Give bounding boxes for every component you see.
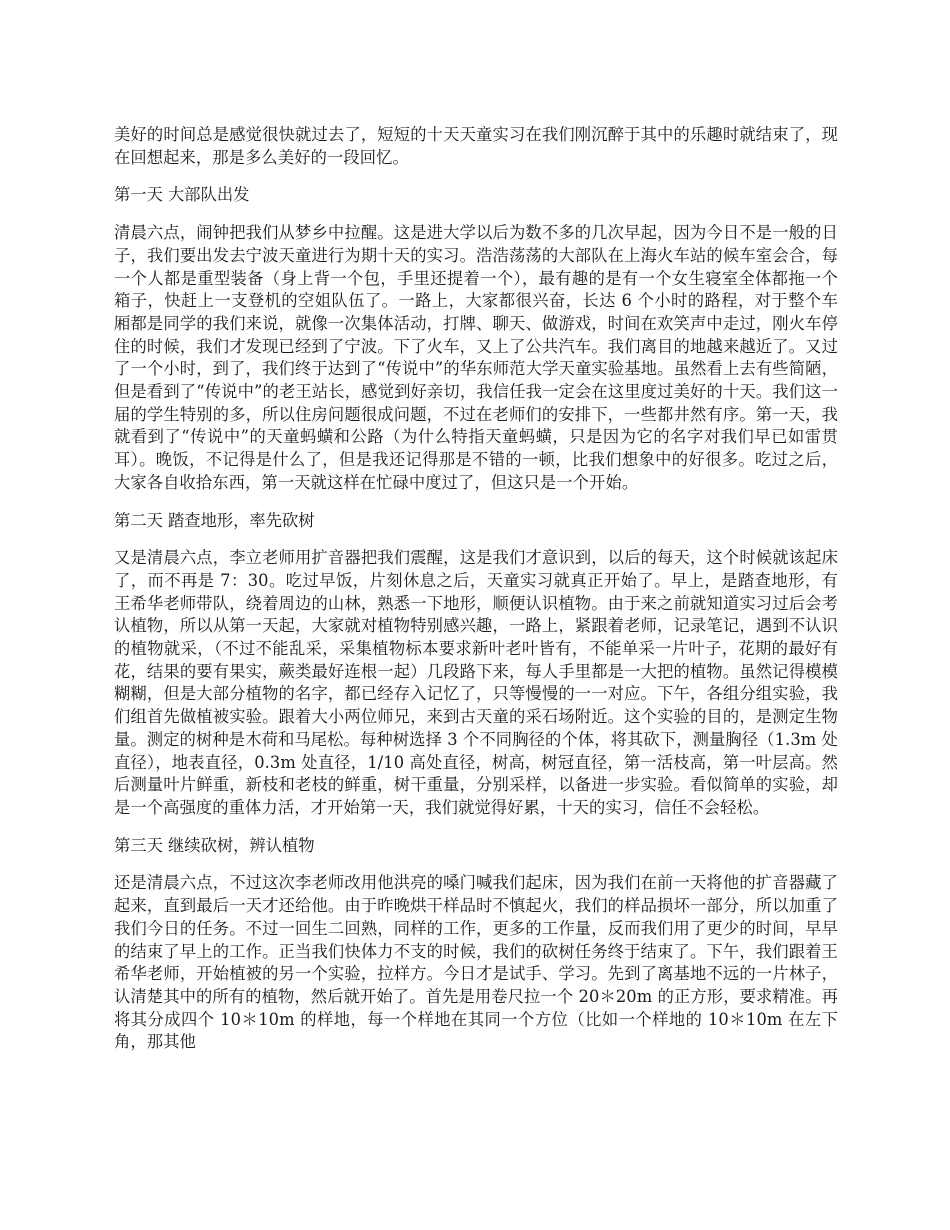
day2-paragraph: 又是清晨六点，李立老师用扩音器把我们震醒，这是我们才意识到，以后的每天，这个时候就该起床了，而不再是 7：30。吃过早饭，片刻休息之后，天童实习就真正开始了。早上，是踏查地形，有王希华老师带队，绕着周边的山林，熟悉一下地形，顺便认识植物。由于来之前就知道实习过后会考认植物，所以从第一天起，大家就对植物特别感兴趣，一路上，紧跟着老师，记录笔记，遇到不认识的植物就采，（不过不能乱采，采集植物标本要求新叶老叶皆有，不能单采一片叶子，花期的最好有花，结果的要有果实，蕨类最好连根一起）几段路下来，每人手里都是一大把的植物。虽然记得模模糊糊，但是大部分植物的名字，都已经存入记忆了，只等慢慢的一一对应。下午，各组分组实验，我们组首先做植被实验。跟着大小两位师兄，来到古天童的采石场附近。这个实验的目的，是测定生物量。测定的树种是木荷和马尾松。每种树选择 3 个不同胸径的个体，将其砍下，测量胸径（1.3m 处直径），地表直径，0.3m 处直径，1/10 高处直径，树高，树冠直径，第一活枝高，第一叶层高。然后测量叶片鲜重，新枝和老枝的鲜重，树干重量，分别采样，以备进一步实验。看似简单的实验，却是一个高强度的重体力活，才开始第一天，我们就觉得好累，十天的实习，信任不会轻松。: [114, 548, 838, 817]
day2-heading: 第二天 踏查地形，率先砍树: [114, 510, 315, 530]
day3-paragraph: 还是清晨六点，不过这次李老师改用他洪亮的嗓门喊我们起床，因为我们在前一天将他的扩音器藏了起来，直到最后一天才还给他。由于昨晚烘干样品时不慎起火，我们的样品损坏一部分，所以加重了我们今日的任务。不过一回生二回熟，同样的工作，更多的工作量，反而我们用了更少的时间，早早的结束了早上的工作。正当我们快体力不支的时候，我们的砍树任务终于结束了。下午，我们跟着王希华老师，开始植被的另一个实验，拉样方。今日才是试手、学习。先到了离基地不远的一片林子，认清楚其中的所有的植物，然后就开始了。首先是用卷尺拉一个 20＊20m 的正方形，要求精准。再将其分成四个 10＊10m 的样地，每一个样地在其同一个方位（比如一个样地的 10＊10m 在左下角，那其他: [114, 873, 838, 1052]
intro-paragraph: 美好的时间总是感觉很快就过去了，短短的十天天童实习在我们刚沉醉于其中的乐趣时就结束了，现在回想起来，那是多么美好的一段回忆。: [114, 125, 838, 167]
document-page: [114, 124, 838, 1069]
day3-heading: 第三天 继续砍树，辨认植物: [114, 835, 315, 855]
day1-paragraph: 清晨六点，闹钟把我们从梦乡中拉醒。这是进大学以后为数不多的几次早起，因为今日不是一般的日子，我们要出发去宁波天童进行为期十天的实习。浩浩荡荡的大部队在上海火车站的候车室会合，每一个人都是重型装备（身上背一个包，手里还提着一个），最有趣的是有一个女生寝室全体都拖一个箱子，快赶上一支登机的空姐队伍了。一路上，大家都很兴奋，长达 6 个小时的路程，对于整个车厢都是同学的我们来说，就像一次集体活动，打牌、聊天、做游戏，时间在欢笑声中走过，刚火车停住的时候，我们才发现已经到了宁波。下了火车，又上了公共汽车。我们离目的地越来越近了。又过了一个小时，到了，我们终于达到了“传说中”的华东师范大学天童实验基地。虽然看上去有些简陋，但是看到了“传说中”的老王站长，感觉到好亲切，我信任我一定会在这里度过美好的十天。我们这一届的学生特别的多，所以住房问题很成问题，不过在老师们的安排下，一些都井然有序。第一天，我就看到了“传说中”的天童蚂蟥和公路（为什么特指天童蚂蟥，只是因为它的名字对我们早已如雷贯耳）。晚饭，不记得是什么了，但是我还记得那是不错的一顿，比我们想象中的好很多。吃过之后，大家各自收拾东西，第一天就这样在忙碌中度过了，但这只是一个开始。: [114, 223, 838, 492]
day1-heading: 第一天 大部队出发: [114, 185, 250, 205]
